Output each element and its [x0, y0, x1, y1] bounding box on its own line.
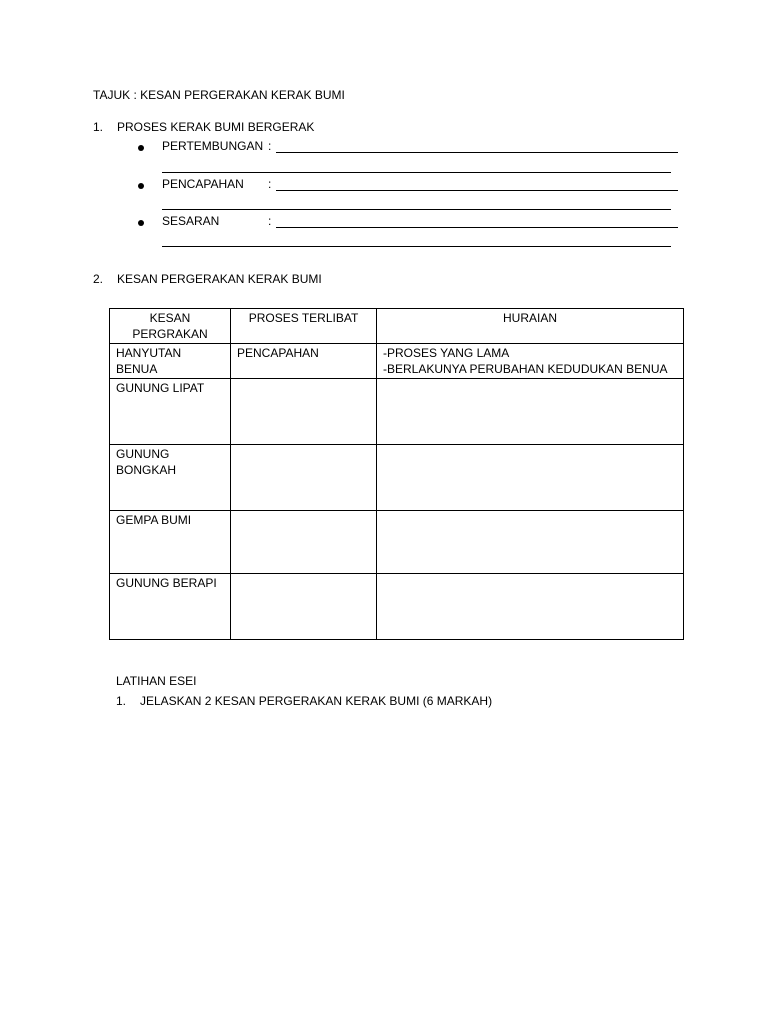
section-1-title: PROSES KERAK BUMI BERGERAK	[117, 120, 315, 134]
header-huraian: HURAIAN	[377, 309, 684, 344]
cell-huraian[interactable]	[377, 574, 684, 640]
exercise-heading: LATIHAN ESEI	[116, 674, 197, 688]
page-title: TAJUK : KESAN PERGERAKAN KERAK BUMI	[93, 88, 345, 102]
cell-kesan: GUNUNG BERAPI	[110, 574, 231, 640]
header-proses: PROSES TERLIBAT	[231, 309, 377, 344]
answer-line	[162, 209, 671, 210]
bullet-icon	[138, 220, 144, 226]
answer-line	[162, 172, 671, 173]
bullet-colon: :	[268, 139, 272, 153]
cell-huraian[interactable]	[377, 445, 684, 511]
bullet-item-pencapahan	[138, 177, 678, 195]
bullet-item-sesaran	[138, 214, 678, 232]
section-1-heading	[93, 120, 314, 134]
bullet-colon: :	[268, 177, 272, 191]
bullet-label: SESARAN	[162, 214, 220, 228]
section-2-title: KESAN PERGERAKAN KERAK BUMI	[117, 272, 322, 286]
bullet-label: PENCAPAHAN	[162, 177, 244, 191]
table-header-row	[110, 309, 684, 344]
section-1-number: 1.	[93, 120, 104, 134]
cell-proses: PENCAPAHAN	[231, 344, 377, 379]
bullet-icon	[138, 145, 144, 151]
cell-kesan: HANYUTAN BENUA	[110, 344, 231, 379]
table-row	[110, 344, 684, 379]
table-row	[110, 574, 684, 640]
section-2-heading	[93, 272, 322, 286]
answer-line	[276, 152, 678, 153]
table-row	[110, 445, 684, 511]
cell-kesan: GEMPA BUMI	[110, 511, 231, 574]
answer-line	[276, 190, 678, 191]
cell-proses[interactable]	[231, 379, 377, 445]
question-text: JELASKAN 2 KESAN PERGERAKAN KERAK BUMI (6 MARKAH)	[140, 694, 493, 708]
exercise-question	[116, 694, 492, 708]
cell-huraian: -PROSES YANG LAMA -BERLAKUNYA PERUBAHAN KEDUDUKAN BENUA	[377, 344, 684, 379]
question-number: 1.	[116, 694, 127, 708]
bullet-item-pertembungan	[138, 139, 678, 157]
table-row	[110, 379, 684, 445]
cell-huraian[interactable]	[377, 511, 684, 574]
cell-proses[interactable]	[231, 445, 377, 511]
cell-kesan: GUNUNG BONGKAH	[110, 445, 231, 511]
answer-line	[276, 227, 678, 228]
answer-line	[162, 246, 671, 247]
cell-huraian[interactable]	[377, 379, 684, 445]
table-row	[110, 511, 684, 574]
bullet-label: PERTEMBUNGAN	[162, 139, 264, 153]
bullet-icon	[138, 183, 144, 189]
section-2-number: 2.	[93, 272, 104, 286]
cell-proses[interactable]	[231, 574, 377, 640]
cell-kesan: GUNUNG LIPAT	[110, 379, 231, 445]
kesan-table	[109, 308, 684, 640]
header-kesan: KESAN PERGRAKAN	[110, 309, 231, 344]
bullet-colon: :	[268, 214, 272, 228]
cell-proses[interactable]	[231, 511, 377, 574]
